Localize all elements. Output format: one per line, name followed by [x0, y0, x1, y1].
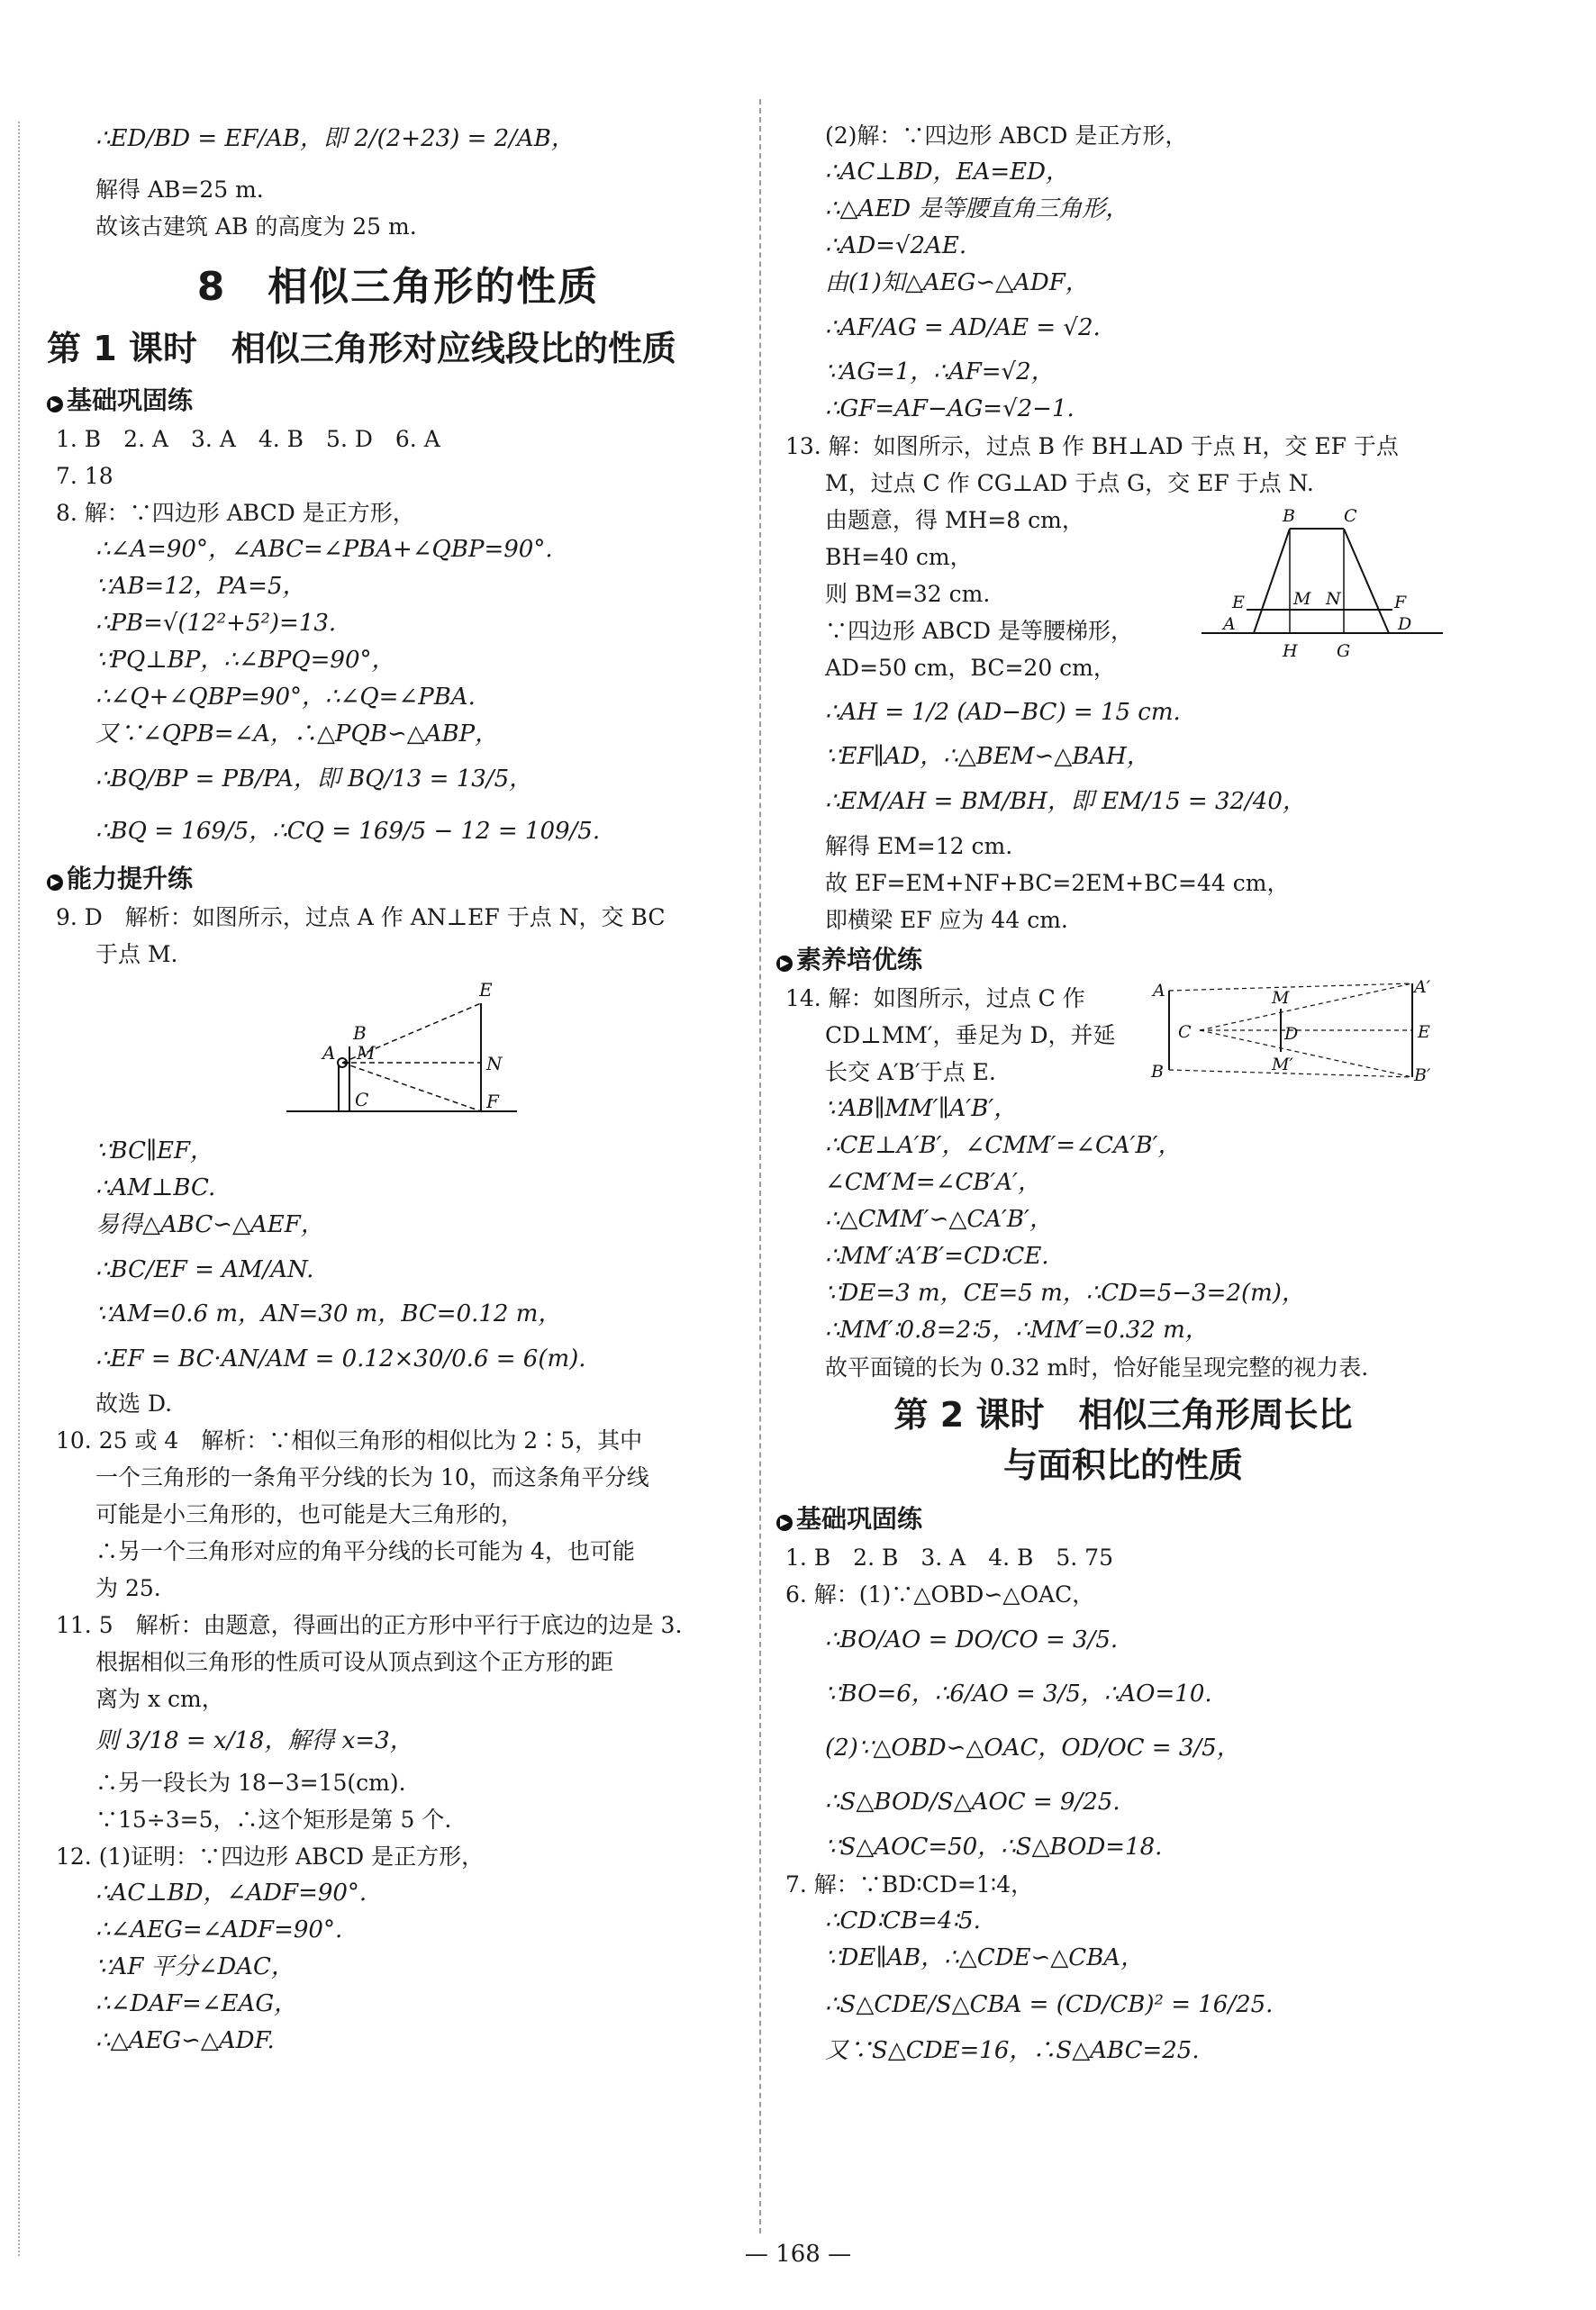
text-line: ∴S△BOD/S△AOC = 9/25. — [825, 1789, 1120, 1816]
play-marker-icon: ▶ — [776, 1515, 793, 1531]
lesson-title: 第 1 课时 相似三角形对应线段比的性质 — [47, 329, 676, 368]
text-line: ∴AF/AG = AD/AE = √2. — [825, 314, 1101, 341]
text-line: 又∵S△CDE=16，∴S△ABC=25. — [825, 2037, 1200, 2064]
text-line: 由题意，得 MH=8 cm， — [825, 507, 1084, 533]
text-line: M，过点 C 作 CG⊥AD 于点 G，交 EF 于点 N. — [825, 470, 1314, 496]
text-line: ∴BO/AO = DO/CO = 3/5. — [825, 1626, 1119, 1653]
figure-label: G — [1337, 641, 1351, 661]
text-line: ∴另一个三角形对应的角平分线的长可能为 4，也可能 — [95, 1538, 635, 1564]
text-line: 故选 D. — [95, 1391, 173, 1417]
text-line: 一个三角形的一条角平分线的长为 10，而这条角平分线 — [95, 1464, 649, 1490]
text-line: 于点 M. — [95, 941, 178, 967]
figure-label: D — [1284, 1024, 1299, 1044]
subsection-heading — [47, 381, 740, 421]
section-title: 8 相似三角形的性质 — [196, 264, 600, 310]
right-column — [780, 117, 1461, 2070]
figure-label: A′ — [1414, 980, 1431, 997]
answer-line: 7. 18 — [56, 463, 113, 489]
lesson-title-line: 第 2 课时 相似三角形周长比 — [893, 1395, 1353, 1435]
text-line: 14. 解：如图所示，过点 C 作 — [785, 985, 1085, 1011]
figure-label: F — [486, 1091, 499, 1112]
subsection-heading — [776, 1499, 1461, 1539]
figure-label: M — [1293, 589, 1311, 609]
text-line: ∴另一段长为 18−3=15(cm). — [95, 1770, 406, 1796]
play-marker-icon: ▶ — [47, 396, 63, 412]
figure-label: C — [1178, 1022, 1192, 1042]
subsection-label: 基础巩固练 — [796, 1504, 923, 1534]
text-line: ∴AC⊥BD，∠ADF=90°. — [95, 1880, 367, 1907]
text-line: ∴∠AEG=∠ADF=90°. — [95, 1916, 343, 1943]
figure-label: E — [1418, 1022, 1430, 1042]
figure-label: A — [322, 1042, 336, 1064]
answer-line: 1. B 2. B 3. A 4. B 5. 75 — [785, 1545, 1113, 1571]
text-line: ∴AC⊥BD，EA=ED， — [825, 159, 1069, 186]
text-line: ∴△AED 是等腰直角三角形， — [825, 195, 1129, 222]
text-line: ∴CD∶CB=4∶5. — [825, 1907, 981, 1934]
text-line: 又∵∠QPB=∠A，∴△PQB∽△ABP， — [95, 720, 499, 747]
figure-label: H — [1283, 641, 1298, 661]
text-line: AD=50 cm，BC=20 cm， — [825, 655, 1116, 681]
text-line: ∵AB∥MM′∥A′B′， — [825, 1095, 1018, 1122]
text-line: 根据相似三角形的性质可设从顶点到这个正方形的距 — [95, 1649, 614, 1675]
text-line: ∴GF=AF−AG=√2−1. — [825, 395, 1075, 422]
figure-q13 — [1200, 502, 1461, 673]
column-divider — [759, 99, 761, 2233]
text-line: CD⊥MM′，垂足为 D，并延 — [825, 1022, 1116, 1048]
text-line: 则 BM=32 cm. — [825, 581, 991, 607]
text-line: ∴∠A=90°，∠ABC=∠PBA+∠QBP=90°. — [95, 536, 553, 563]
figure-label: N — [1326, 589, 1341, 609]
text-line: ∴AH = 1/2 (AD−BC) = 15 cm. — [825, 699, 1181, 726]
text-line: ∴BQ = 169/5，∴CQ = 169/5 − 12 = 109/5. — [95, 818, 601, 845]
text-line: ∴S△CDE/S△CBA = (CD/CB)² = 16/25. — [825, 1991, 1274, 2018]
text-line: (2)解：∵四边形 ABCD 是正方形， — [825, 122, 1188, 149]
text-line: 7. 解：∵BD∶CD=1∶4， — [785, 1871, 1034, 1898]
text-line: 可能是小三角形的，也可能是大三角形的， — [95, 1501, 524, 1527]
text-line: ∴AM⊥BC. — [95, 1174, 216, 1201]
subsection-heading — [776, 940, 1461, 980]
text-line: ∴BQ/BP = PB/PA，即 BQ/13 = 13/5， — [95, 765, 533, 793]
text-line: ∵四边形 ABCD 是等腰梯形， — [825, 618, 1133, 644]
text-line: 6. 解：(1)∵△OBD∽△OAC， — [785, 1581, 1095, 1608]
text-line: 12. (1)证明：∵四边形 ABCD 是正方形， — [56, 1843, 485, 1870]
text-line: 则 3/18 = x/18，解得 x=3， — [95, 1727, 413, 1754]
figure-label: B — [1283, 506, 1295, 526]
lesson-title — [785, 1390, 1461, 1490]
text-line: 解得 AB=25 m. — [95, 177, 264, 203]
figure-label: D — [1398, 614, 1412, 634]
text-line: 长交 A′B′于点 E. — [825, 1059, 996, 1085]
text-line: 故 EF=EM+NF+BC=2EM+BC=44 cm， — [825, 870, 1290, 896]
text-line: 离为 x cm， — [95, 1686, 224, 1712]
answer-line: 1. B 2. A 3. A 4. B 5. D 6. A — [56, 426, 440, 452]
text-line: 8. 解：∵四边形 ABCD 是正方形， — [56, 500, 415, 526]
figure-label: F — [1394, 593, 1407, 612]
subsection-label: 素养培优练 — [796, 945, 923, 974]
text-line: 9. D 解析：如图所示，过点 A 作 AN⊥EF 于点 N，交 BC — [56, 904, 666, 930]
figure-label: M′ — [1272, 1055, 1293, 1074]
figure-label: M — [357, 1042, 376, 1064]
figure-label: M — [1272, 988, 1290, 1008]
text-line: ∴EF = BC·AN/AM = 0.12×30/0.6 = 6(m). — [95, 1345, 586, 1372]
text-line: ∠CM′M=∠CB′A′， — [825, 1169, 1041, 1196]
text-line: ∴BC/EF = AM/AN. — [95, 1256, 314, 1283]
text-line: 解得 EM=12 cm. — [825, 833, 1013, 859]
text-line: 故该古建筑 AB 的高度为 25 m. — [95, 213, 417, 240]
q14-block — [785, 980, 1461, 1091]
text-line: ∵PQ⊥BP，∴∠BPQ=90°， — [95, 647, 395, 674]
subsection-label: 基础巩固练 — [67, 385, 194, 415]
lesson-title-line: 与面积比的性质 — [1002, 1445, 1243, 1485]
figure-label: B′ — [1414, 1065, 1431, 1085]
figure-label: E — [1232, 593, 1245, 612]
text-line: 11. 5 解析：由题意，得画出的正方形中平行于底边的边是 3. — [56, 1612, 683, 1638]
margin-rule — [18, 122, 20, 2256]
figure-q9 — [56, 976, 740, 1129]
text-line: ∴MM′∶A′B′=CD∶CE. — [825, 1243, 1049, 1270]
text-line: ∵BC∥EF， — [95, 1137, 214, 1164]
play-marker-icon: ▶ — [47, 874, 63, 891]
text-line: ∵S△AOC=50，∴S△BOD=18. — [825, 1834, 1163, 1861]
text-line: 10. 25 或 4 解析：∵相似三角形的相似比为 2∶5，其中 — [56, 1427, 643, 1454]
text-line: BH=40 cm， — [825, 544, 973, 570]
text-line: ∵DE=3 m，CE=5 m，∴CD=5−3=2(m)， — [825, 1280, 1305, 1307]
text-line: 即横梁 EF 应为 44 cm. — [825, 907, 1068, 933]
text-line: ∵15÷3=5，∴这个矩形是第 5 个. — [95, 1807, 452, 1833]
page-number: — 168 — — [744, 2241, 852, 2268]
subsection-label: 能力提升练 — [67, 864, 194, 893]
text-line: ∵AB=12，PA=5， — [95, 573, 306, 600]
text-line: ∴MM′∶0.8=2∶5，∴MM′=0.32 m， — [825, 1317, 1209, 1344]
subsection-heading — [47, 859, 740, 899]
text-line: ∴PB=√(12²+5²)=13. — [95, 610, 337, 637]
figure-q14 — [1146, 980, 1443, 1088]
figure-label: A — [1223, 614, 1236, 634]
figure-label: B — [1151, 1062, 1164, 1082]
text-line: ∵DE∥AB，∴△CDE∽△CBA， — [825, 1944, 1145, 1971]
text-line: ∴∠DAF=∠EAG， — [95, 1990, 298, 2017]
play-marker-icon: ▶ — [776, 956, 793, 972]
text-line: ∴∠Q+∠QBP=90°，∴∠Q=∠PBA. — [95, 684, 476, 711]
text-line: ∵AG=1，∴AF=√2， — [825, 358, 1055, 385]
text-line: ∴AD=√2AE. — [825, 232, 967, 259]
text-line: ∴ED/BD = EF/AB，即 2/(2+23) = 2/AB， — [95, 125, 575, 152]
figure-label: C — [1344, 506, 1357, 526]
figure-label: A — [1153, 981, 1165, 1001]
text-line: 故平面镜的长为 0.32 m时，恰好能呈现完整的视力表. — [825, 1354, 1369, 1381]
text-line: ∵AM=0.6 m，AN=30 m，BC=0.12 m， — [95, 1300, 562, 1327]
text-line: ∴△CMM′∽△CA′B′， — [825, 1206, 1053, 1233]
left-column — [47, 106, 740, 2060]
figure-label: C — [355, 1089, 369, 1110]
text-line: 为 25. — [95, 1575, 161, 1601]
text-line: ∴EM/AH = BM/BH，即 EM/15 = 32/40， — [825, 788, 1306, 815]
text-line: ∵AF 平分∠DAC， — [95, 1953, 295, 1980]
q13-block — [785, 502, 1461, 686]
figure-label: N — [486, 1053, 503, 1074]
text-line: ∴△AEG∽△ADF. — [95, 2027, 275, 2054]
text-line: 由(1)知△AEG∽△ADF， — [825, 269, 1089, 296]
text-line: 13. 解：如图所示，过点 B 作 BH⊥AD 于点 H，交 EF 于点 — [785, 433, 1399, 459]
figure-label: B — [353, 1022, 367, 1044]
text-line: ∴CE⊥A′B′，∠CMM′=∠CA′B′， — [825, 1132, 1182, 1159]
text-line: (2)∵△OBD∽△OAC，OD/OC = 3/5， — [825, 1735, 1240, 1762]
text-line: ∵BO=6，∴6/AO = 3/5，∴AO=10. — [825, 1680, 1212, 1708]
figure-label: E — [479, 979, 493, 1001]
text-line: ∵EF∥AD，∴△BEM∽△BAH， — [825, 743, 1150, 770]
text-line: 易得△ABC∽△AEF， — [95, 1211, 324, 1238]
